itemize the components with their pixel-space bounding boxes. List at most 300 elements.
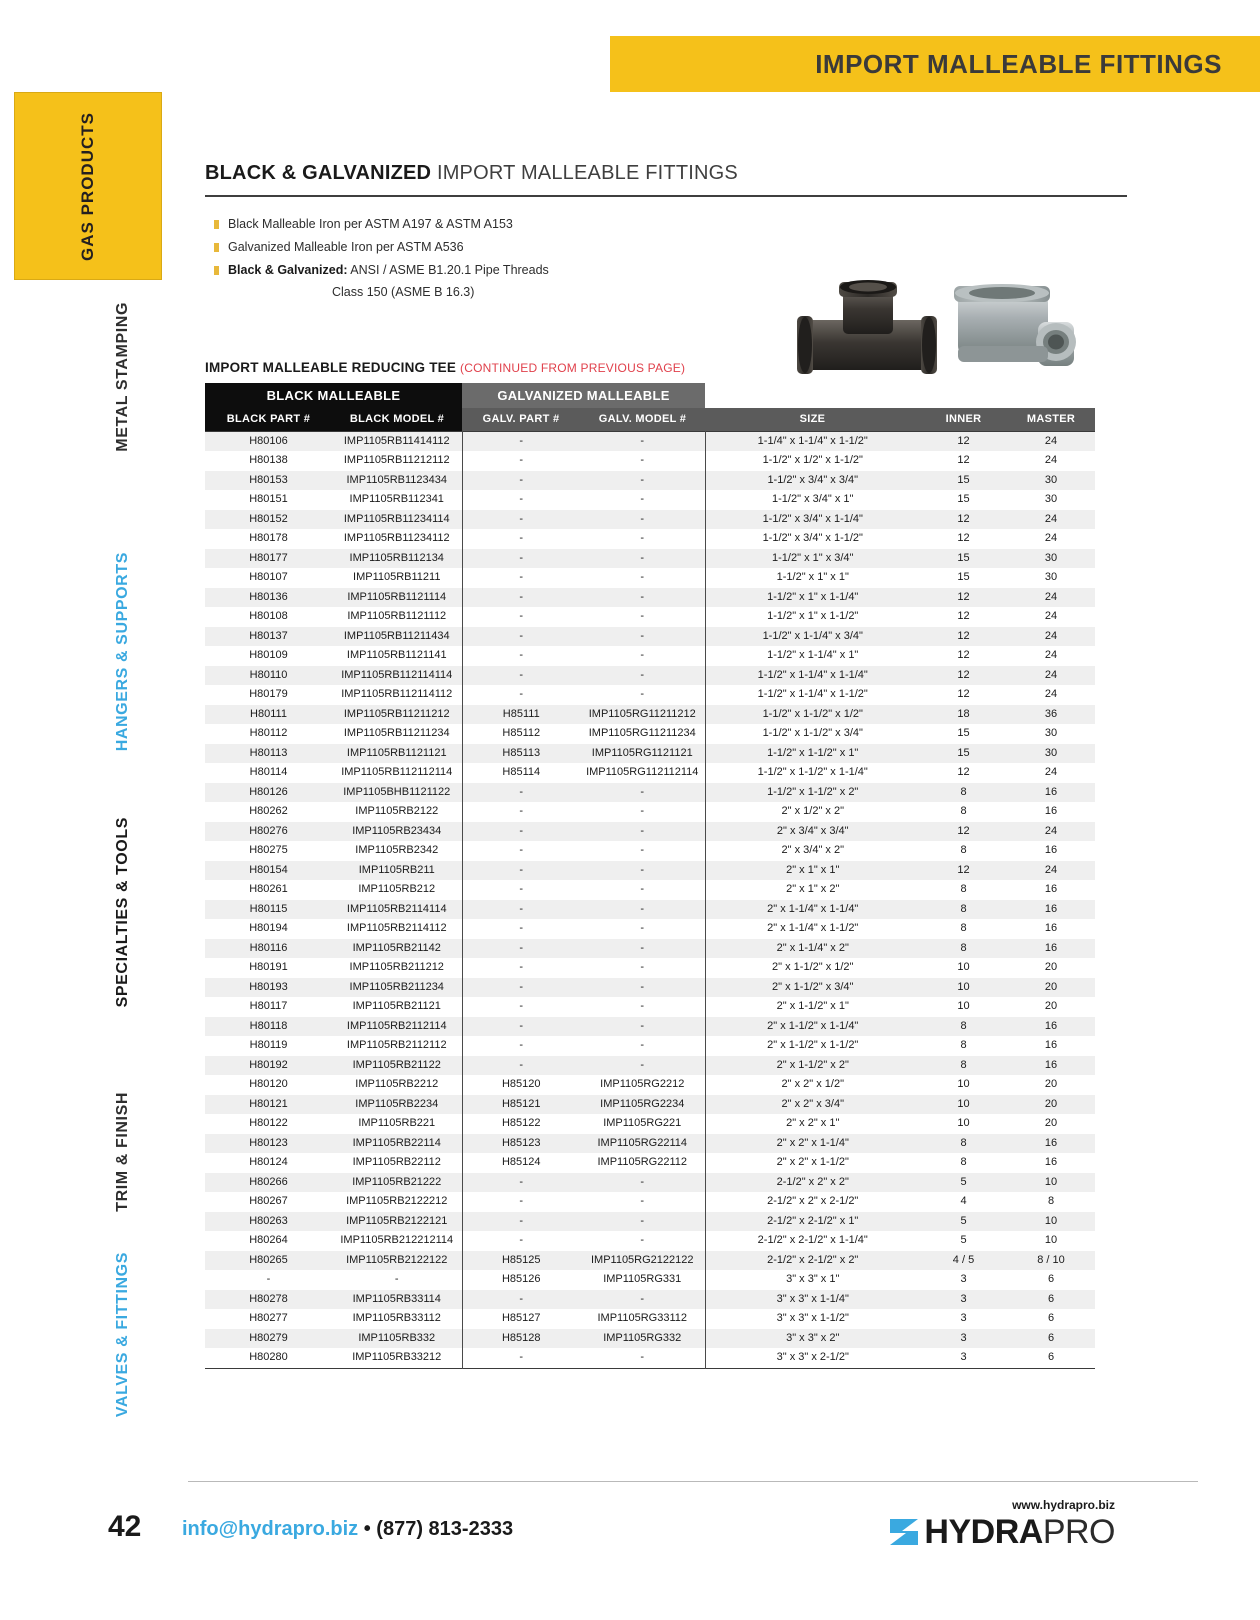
cell-galv-model: IMP1105RG11211212 (580, 705, 705, 725)
cell-inner: 10 (920, 997, 1007, 1017)
cell-black-part: H80113 (205, 744, 332, 764)
cell-inner: 15 (920, 490, 1007, 510)
cell-black-part: H80267 (205, 1192, 332, 1212)
table-row (205, 724, 1095, 744)
cell-master: 16 (1007, 1036, 1095, 1056)
galvanized-malleable-tee-photo (950, 280, 1080, 386)
table-row (205, 705, 1095, 725)
page-header-bar (610, 36, 1260, 92)
cell-master: 16 (1007, 1153, 1095, 1173)
cell-size: 3" x 3" x 1" (705, 1270, 920, 1290)
cell-galv-model: - (580, 1212, 705, 1232)
cell-galv-part: H85128 (462, 1329, 580, 1349)
cell-galv-part: H85121 (462, 1095, 580, 1115)
cell-black-model: IMP1105RB112112114 (332, 763, 462, 783)
cell-master: 10 (1007, 1231, 1095, 1251)
cell-black-model: IMP1105RB332 (332, 1329, 462, 1349)
cell-galv-model: IMP1105RG11211234 (580, 724, 705, 744)
cell-inner: 8 (920, 900, 1007, 920)
cell-black-model: IMP1105RB21222 (332, 1173, 462, 1193)
table-row (205, 1192, 1095, 1212)
cell-inner: 15 (920, 471, 1007, 491)
cell-galv-part: - (462, 1017, 580, 1037)
cell-black-part: H80137 (205, 627, 332, 647)
cell-black-model: IMP1105RB211 (332, 861, 462, 881)
cell-inner: 8 (920, 1153, 1007, 1173)
cell-size: 2" x 1-1/2" x 2" (705, 1056, 920, 1076)
cell-black-part: H80109 (205, 646, 332, 666)
table-row (205, 997, 1095, 1017)
cell-black-model: IMP1105RB21121 (332, 997, 462, 1017)
cell-size: 1-1/4" x 1-1/4" x 1-1/2" (705, 431, 920, 451)
cell-galv-part: - (462, 510, 580, 530)
cell-galv-part: - (462, 646, 580, 666)
spec-bullet-subline: Class 150 (ASME B 16.3) (332, 284, 475, 299)
table-row (205, 1153, 1095, 1173)
cell-master: 36 (1007, 705, 1095, 725)
cell-black-model: IMP1105RB2114112 (332, 919, 462, 939)
cell-galv-model: IMP1105RG2122122 (580, 1251, 705, 1271)
cell-inner: 12 (920, 646, 1007, 666)
table-row (205, 588, 1095, 608)
table-caption-note: (CONTINUED FROM PREVIOUS PAGE) (460, 361, 686, 375)
cell-galv-part: H85125 (462, 1251, 580, 1271)
cell-inner: 8 (920, 1134, 1007, 1154)
sidebar-tab-gas-products[interactable] (14, 92, 162, 280)
cell-inner: 5 (920, 1212, 1007, 1232)
cell-black-part: H80193 (205, 978, 332, 998)
cell-black-part: H80177 (205, 549, 332, 569)
cell-master: 30 (1007, 568, 1095, 588)
cell-master: 24 (1007, 646, 1095, 666)
cell-galv-part: - (462, 1056, 580, 1076)
cell-size: 3" x 3" x 2" (705, 1329, 920, 1349)
cell-galv-model: - (580, 841, 705, 861)
cell-inner: 5 (920, 1231, 1007, 1251)
cell-galv-model: - (580, 802, 705, 822)
cell-inner: 8 (920, 939, 1007, 959)
cell-size: 3" x 3" x 1-1/4" (705, 1290, 920, 1310)
cell-master: 20 (1007, 1114, 1095, 1134)
cell-inner: 8 (920, 880, 1007, 900)
bullet-square-icon (214, 243, 219, 252)
footer-phone: (877) 813-2333 (376, 1518, 514, 1540)
cell-size: 2" x 1" x 1" (705, 861, 920, 881)
column-header-inner: INNER (920, 408, 1007, 431)
cell-galv-part: H85127 (462, 1309, 580, 1329)
table-row (205, 490, 1095, 510)
cell-size: 2" x 1-1/4" x 1-1/4" (705, 900, 920, 920)
cell-master: 16 (1007, 1134, 1095, 1154)
cell-galv-model: - (580, 666, 705, 686)
cell-master: 24 (1007, 607, 1095, 627)
bullet-square-icon (214, 266, 219, 275)
cell-galv-part: - (462, 549, 580, 569)
table-row (205, 666, 1095, 686)
cell-black-part: H80153 (205, 471, 332, 491)
cell-galv-model: - (580, 451, 705, 471)
cell-size: 2" x 1-1/4" x 1-1/2" (705, 919, 920, 939)
cell-inner: 4 / 5 (920, 1251, 1007, 1271)
cell-galv-model: - (580, 490, 705, 510)
cell-master: 24 (1007, 685, 1095, 705)
cell-black-model: IMP1105RB33212 (332, 1348, 462, 1368)
cell-black-model: IMP1105RB112114112 (332, 685, 462, 705)
main-content (205, 92, 1205, 299)
cell-inner: 15 (920, 549, 1007, 569)
cell-galv-model: - (580, 588, 705, 608)
cell-black-model: IMP1105RB11211234 (332, 724, 462, 744)
cell-inner: 8 (920, 1017, 1007, 1037)
sidebar-tab-hangers-supports[interactable]: HANGERS & SUPPORTS (114, 552, 131, 752)
cell-inner: 8 (920, 841, 1007, 861)
cell-galv-model: - (580, 471, 705, 491)
cell-galv-model: - (580, 939, 705, 959)
table-body (205, 431, 1095, 1368)
cell-galv-part: H85113 (462, 744, 580, 764)
cell-master: 20 (1007, 1075, 1095, 1095)
footer-website[interactable]: www.hydrapro.biz (1012, 1498, 1115, 1512)
cell-galv-part: - (462, 997, 580, 1017)
table-row (205, 451, 1095, 471)
cell-black-part: H80151 (205, 490, 332, 510)
cell-galv-part: - (462, 841, 580, 861)
cell-galv-model: - (580, 1192, 705, 1212)
cell-black-model: - (332, 1270, 462, 1290)
cell-galv-part: - (462, 568, 580, 588)
table-row (205, 744, 1095, 764)
cell-galv-model: - (580, 861, 705, 881)
table-row (205, 627, 1095, 647)
cell-black-model: IMP1105RB11234112 (332, 529, 462, 549)
cell-master: 16 (1007, 841, 1095, 861)
cell-black-part: H80266 (205, 1173, 332, 1193)
cell-master: 30 (1007, 549, 1095, 569)
cell-inner: 15 (920, 724, 1007, 744)
section-title-rest: IMPORT MALLEABLE FITTINGS (431, 162, 738, 184)
table-row (205, 1075, 1095, 1095)
cell-galv-model: - (580, 880, 705, 900)
cell-size: 2" x 1-1/2" x 1-1/2" (705, 1036, 920, 1056)
cell-size: 1-1/2" x 3/4" x 1-1/2" (705, 529, 920, 549)
cell-size: 1-1/2" x 1/2" x 1-1/2" (705, 451, 920, 471)
cell-master: 24 (1007, 510, 1095, 530)
cell-black-model: IMP1105RB212212114 (332, 1231, 462, 1251)
cell-black-part: H80114 (205, 763, 332, 783)
cell-size: 2" x 1" x 2" (705, 880, 920, 900)
cell-black-part: H80275 (205, 841, 332, 861)
table-row (205, 939, 1095, 959)
cell-black-model: IMP1105RB11234114 (332, 510, 462, 530)
table-row (205, 471, 1095, 491)
cell-galv-part: - (462, 783, 580, 803)
cell-size: 1-1/2" x 1-1/4" x 1" (705, 646, 920, 666)
cell-galv-part: - (462, 588, 580, 608)
cell-black-model: IMP1105RB22112 (332, 1153, 462, 1173)
cell-black-model: IMP1105RB2112114 (332, 1017, 462, 1037)
cell-galv-model: - (580, 978, 705, 998)
cell-galv-model: - (580, 1173, 705, 1193)
table-row (205, 763, 1095, 783)
cell-galv-part: - (462, 978, 580, 998)
cell-galv-model: IMP1105RG2212 (580, 1075, 705, 1095)
cell-black-part: H80107 (205, 568, 332, 588)
cell-inner: 8 (920, 783, 1007, 803)
cell-master: 6 (1007, 1270, 1095, 1290)
table-row (205, 1290, 1095, 1310)
table-head (205, 383, 1095, 431)
cell-black-model: IMP1105RB11212112 (332, 451, 462, 471)
cell-galv-part: - (462, 471, 580, 491)
cell-galv-model: - (580, 1036, 705, 1056)
cell-galv-model: IMP1105RG332 (580, 1329, 705, 1349)
cell-black-part: H80110 (205, 666, 332, 686)
cell-galv-model: - (580, 549, 705, 569)
cell-galv-part: - (462, 1036, 580, 1056)
cell-black-part: H80179 (205, 685, 332, 705)
cell-galv-part: - (462, 822, 580, 842)
cell-master: 24 (1007, 431, 1095, 451)
cell-size: 1-1/2" x 1-1/2" x 1-1/4" (705, 763, 920, 783)
spec-bullet-text: Galvanized Malleable Iron per ASTM A536 (228, 239, 464, 254)
cell-galv-part: - (462, 900, 580, 920)
cell-galv-part: H85112 (462, 724, 580, 744)
cell-inner: 12 (920, 685, 1007, 705)
sidebar-tab-valves-fittings[interactable]: VALVES & FITTINGS (114, 1252, 131, 1418)
cell-inner: 10 (920, 1095, 1007, 1115)
table-row (205, 1095, 1095, 1115)
cell-galv-part: - (462, 431, 580, 451)
cell-size: 1-1/2" x 3/4" x 1" (705, 490, 920, 510)
cell-inner: 8 (920, 802, 1007, 822)
table-row (205, 978, 1095, 998)
cell-black-model: IMP1105RB21122 (332, 1056, 462, 1076)
cell-inner: 15 (920, 568, 1007, 588)
cell-black-model: IMP1105RB11211 (332, 568, 462, 588)
cell-master: 24 (1007, 588, 1095, 608)
fittings-table (205, 383, 1095, 1369)
cell-black-part: H80192 (205, 1056, 332, 1076)
table-row (205, 685, 1095, 705)
cell-galv-model: - (580, 529, 705, 549)
cell-inner: 12 (920, 451, 1007, 471)
cell-galv-model: - (580, 510, 705, 530)
cell-inner: 3 (920, 1329, 1007, 1349)
cell-size: 1-1/2" x 1" x 1-1/4" (705, 588, 920, 608)
cell-master: 16 (1007, 880, 1095, 900)
cell-black-part: H80263 (205, 1212, 332, 1232)
footer-email-link[interactable]: info@hydrapro.biz (182, 1518, 359, 1540)
cell-galv-model: IMP1105RG112112114 (580, 763, 705, 783)
cell-size: 1-1/2" x 1-1/2" x 1" (705, 744, 920, 764)
cell-galv-part: - (462, 1290, 580, 1310)
cell-inner: 10 (920, 978, 1007, 998)
table-row (205, 861, 1095, 881)
cell-black-part: H80154 (205, 861, 332, 881)
table-row (205, 1056, 1095, 1076)
brand-name-light: PRO (1042, 1513, 1115, 1551)
cell-galv-model: - (580, 568, 705, 588)
table-row (205, 1348, 1095, 1368)
cell-size: 1-1/2" x 1-1/2" x 3/4" (705, 724, 920, 744)
cell-master: 30 (1007, 471, 1095, 491)
sidebar-tab-trim-finish[interactable]: TRIM & FINISH (114, 1092, 131, 1212)
cell-galv-part: - (462, 1212, 580, 1232)
cell-black-model: IMP1105RB1121141 (332, 646, 462, 666)
sidebar-tab-label: GAS PRODUCTS (78, 111, 97, 261)
column-header-black-model: BLACK MODEL # (332, 408, 462, 431)
cell-galv-model: - (580, 1017, 705, 1037)
cell-black-part: H80117 (205, 997, 332, 1017)
cell-master: 24 (1007, 627, 1095, 647)
cell-master: 8 (1007, 1192, 1095, 1212)
cell-size: 1-1/2" x 3/4" x 1-1/4" (705, 510, 920, 530)
page-header-title: IMPORT MALLEABLE FITTINGS (815, 48, 1222, 79)
cell-black-part: H80115 (205, 900, 332, 920)
cell-size: 2" x 1/2" x 2" (705, 802, 920, 822)
cell-galv-part: H85120 (462, 1075, 580, 1095)
footer-divider (188, 1481, 1198, 1482)
cell-galv-model: - (580, 958, 705, 978)
cell-size: 1-1/2" x 1" x 1-1/2" (705, 607, 920, 627)
cell-galv-model: - (580, 919, 705, 939)
cell-galv-model: IMP1105RG22114 (580, 1134, 705, 1154)
cell-inner: 10 (920, 958, 1007, 978)
cell-galv-model: - (580, 1290, 705, 1310)
table-row (205, 900, 1095, 920)
cell-size: 2" x 1-1/2" x 3/4" (705, 978, 920, 998)
cell-black-model: IMP1105RB11211434 (332, 627, 462, 647)
cell-size: 2-1/2" x 2" x 2" (705, 1173, 920, 1193)
table-row (205, 880, 1095, 900)
list-item (214, 239, 1205, 256)
table-row (205, 1212, 1095, 1232)
cell-black-model: IMP1105RB11414112 (332, 431, 462, 451)
cell-galv-part: - (462, 802, 580, 822)
cell-master: 30 (1007, 490, 1095, 510)
black-malleable-tee-photo (795, 278, 945, 386)
cell-inner: 3 (920, 1309, 1007, 1329)
cell-black-model: IMP1105RB11211212 (332, 705, 462, 725)
cell-master: 16 (1007, 783, 1095, 803)
table-row (205, 1251, 1095, 1271)
cell-inner: 8 (920, 1056, 1007, 1076)
cell-inner: 12 (920, 822, 1007, 842)
cell-galv-part: - (462, 1231, 580, 1251)
group-header-galvanized: GALVANIZED MALLEABLE (462, 383, 705, 408)
cell-size: 3" x 3" x 1-1/2" (705, 1309, 920, 1329)
cell-black-part: H80152 (205, 510, 332, 530)
cell-inner: 12 (920, 510, 1007, 530)
cell-galv-part: H85124 (462, 1153, 580, 1173)
cell-inner: 10 (920, 1075, 1007, 1095)
brand-name (924, 1515, 1115, 1549)
category-tab-rail (14, 92, 162, 1442)
cell-master: 16 (1007, 939, 1095, 959)
cell-size: 2-1/2" x 2-1/2" x 1-1/4" (705, 1231, 920, 1251)
cell-galv-model: - (580, 822, 705, 842)
cell-black-model: IMP1105RB2122121 (332, 1212, 462, 1232)
column-header-black-part: BLACK PART # (205, 408, 332, 431)
cell-black-part: H80122 (205, 1114, 332, 1134)
table-row (205, 431, 1095, 451)
cell-galv-part: - (462, 607, 580, 627)
table-caption-text: IMPORT MALLEABLE REDUCING TEE (205, 360, 457, 375)
table-row (205, 1114, 1095, 1134)
cell-black-part: H80106 (205, 431, 332, 451)
table-row (205, 958, 1095, 978)
cell-master: 16 (1007, 1056, 1095, 1076)
cell-galv-model: IMP1105RG1121121 (580, 744, 705, 764)
cell-black-model: IMP1105RB112134 (332, 549, 462, 569)
cell-galv-model: - (580, 997, 705, 1017)
cell-galv-model: - (580, 646, 705, 666)
cell-size: 2" x 2" x 1" (705, 1114, 920, 1134)
table-column-header-row (205, 408, 1095, 431)
cell-black-part: H80120 (205, 1075, 332, 1095)
cell-master: 20 (1007, 958, 1095, 978)
group-header-spacer (705, 383, 1095, 408)
spec-bullet-text (228, 262, 549, 279)
cell-size: 1-1/2" x 1-1/2" x 2" (705, 783, 920, 803)
cell-black-model: IMP1105RB2342 (332, 841, 462, 861)
cell-galv-part: - (462, 1348, 580, 1368)
cell-master: 8 / 10 (1007, 1251, 1095, 1271)
bullet-square-icon (214, 220, 219, 229)
cell-inner: 3 (920, 1348, 1007, 1368)
table-row (205, 802, 1095, 822)
cell-black-model: IMP1105RB211234 (332, 978, 462, 998)
cell-black-part: H80119 (205, 1036, 332, 1056)
cell-black-part: H80280 (205, 1348, 332, 1368)
cell-black-part: H80126 (205, 783, 332, 803)
cell-galv-model: - (580, 431, 705, 451)
column-header-size: SIZE (705, 408, 920, 431)
table-row (205, 568, 1095, 588)
cell-size: 2" x 2" x 1-1/4" (705, 1134, 920, 1154)
cell-black-part: H80178 (205, 529, 332, 549)
cell-black-model: IMP1105RB2212 (332, 1075, 462, 1095)
cell-galv-model: - (580, 1231, 705, 1251)
cell-galv-model: - (580, 627, 705, 647)
group-header-black: BLACK MALLEABLE (205, 383, 462, 408)
table-row (205, 919, 1095, 939)
cell-size: 1-1/2" x 1-1/4" x 1-1/2" (705, 685, 920, 705)
cell-galv-model: IMP1105RG331 (580, 1270, 705, 1290)
cell-inner: 12 (920, 431, 1007, 451)
sidebar-tab-metal-stamping[interactable]: METAL STAMPING (114, 302, 131, 452)
brand-name-bold: HYDRA (924, 1513, 1043, 1551)
cell-galv-model: - (580, 1056, 705, 1076)
table-row (205, 646, 1095, 666)
cell-size: 2" x 1-1/2" x 1-1/4" (705, 1017, 920, 1037)
cell-master: 16 (1007, 802, 1095, 822)
sidebar-tab-specialties-tools[interactable]: SPECIALTIES & TOOLS (114, 817, 131, 1008)
cell-master: 16 (1007, 919, 1095, 939)
cell-black-part: H80123 (205, 1134, 332, 1154)
cell-black-model: IMP1105RB112114114 (332, 666, 462, 686)
cell-inner: 8 (920, 1036, 1007, 1056)
cell-galv-model: - (580, 685, 705, 705)
cell-galv-model: IMP1105RG22112 (580, 1153, 705, 1173)
cell-galv-part: - (462, 666, 580, 686)
table-group-header-row (205, 383, 1095, 408)
cell-black-model: IMP1105RB1121112 (332, 607, 462, 627)
brand-logo (875, 1515, 1115, 1549)
cell-master: 30 (1007, 724, 1095, 744)
cell-galv-part: H85123 (462, 1134, 580, 1154)
cell-size: 2" x 1-1/4" x 2" (705, 939, 920, 959)
